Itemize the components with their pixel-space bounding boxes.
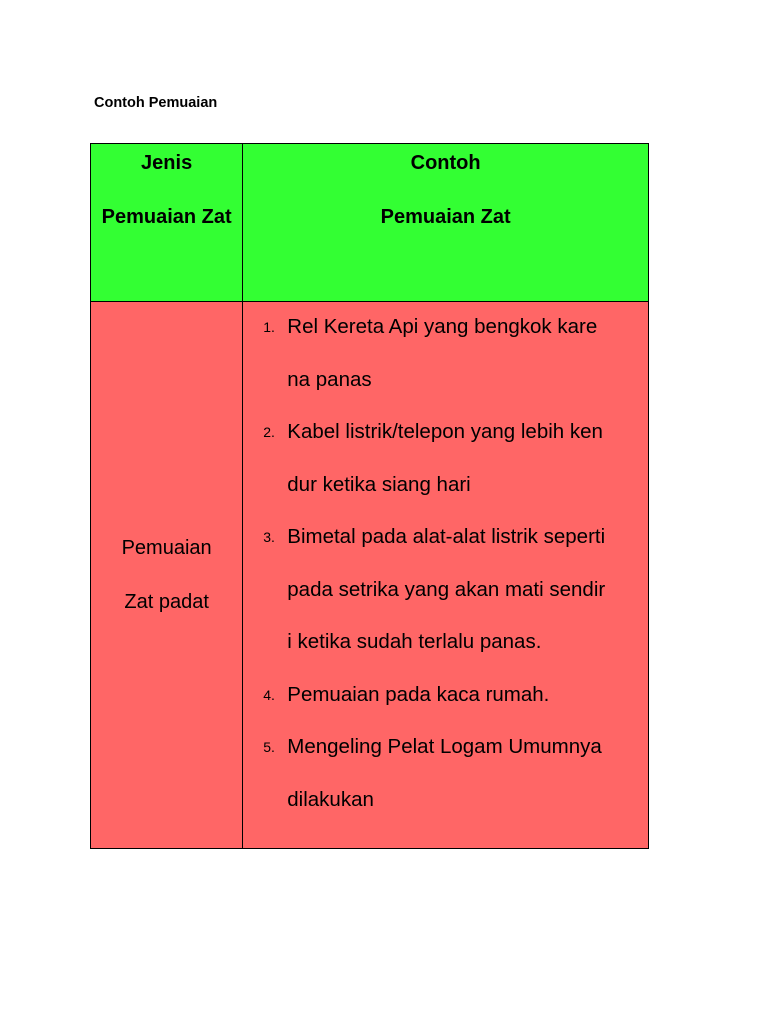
list-item-line: dur ketika siang hari xyxy=(287,472,471,496)
table-header-row xyxy=(91,144,649,302)
examples-list xyxy=(243,301,648,826)
header-example-line2: Pemuaian Zat xyxy=(380,206,511,228)
list-item-line: Kabel listrik/telepon yang lebih ken xyxy=(287,420,603,443)
table-body-row xyxy=(91,302,649,849)
list-item-line: Pemuaian pada kaca rumah. xyxy=(287,682,550,706)
list-item xyxy=(243,721,648,826)
list-item-number: 5. xyxy=(263,739,275,755)
list-item xyxy=(243,301,648,406)
list-item-number: 1. xyxy=(263,319,275,335)
list-item xyxy=(243,511,648,669)
header-type-line2: Pemuaian Zat xyxy=(101,206,232,228)
list-item-line: pada setrika yang akan mati sendir xyxy=(287,577,606,601)
expansion-examples-table xyxy=(90,143,649,849)
list-item-line: Rel Kereta Api yang bengkok kare xyxy=(287,315,598,338)
header-cell-type xyxy=(91,144,243,302)
list-item-number: 2. xyxy=(263,424,275,440)
type-cell xyxy=(91,302,243,849)
list-item-line: i ketika sudah terlalu panas. xyxy=(287,630,542,653)
list-item xyxy=(243,406,648,511)
header-type-line1: Jenis xyxy=(141,152,193,174)
list-item-line: Mengeling Pelat Logam Umumnya xyxy=(287,735,602,758)
list-item-line: dilakukan xyxy=(287,787,374,811)
type-line2: Zat padat xyxy=(124,591,209,613)
type-line1: Pemuaian xyxy=(121,537,212,559)
list-item-number: 3. xyxy=(263,529,275,545)
list-item-line: na panas xyxy=(287,367,372,391)
list-item-number: 4. xyxy=(263,686,275,703)
header-cell-example xyxy=(243,144,649,302)
list-item xyxy=(243,669,648,722)
header-example-line1: Contoh xyxy=(410,152,481,174)
examples-cell xyxy=(243,302,649,849)
list-item-line: Bimetal pada alat-alat listrik seperti xyxy=(287,525,606,548)
document-title: Contoh Pemuaian xyxy=(94,95,218,111)
